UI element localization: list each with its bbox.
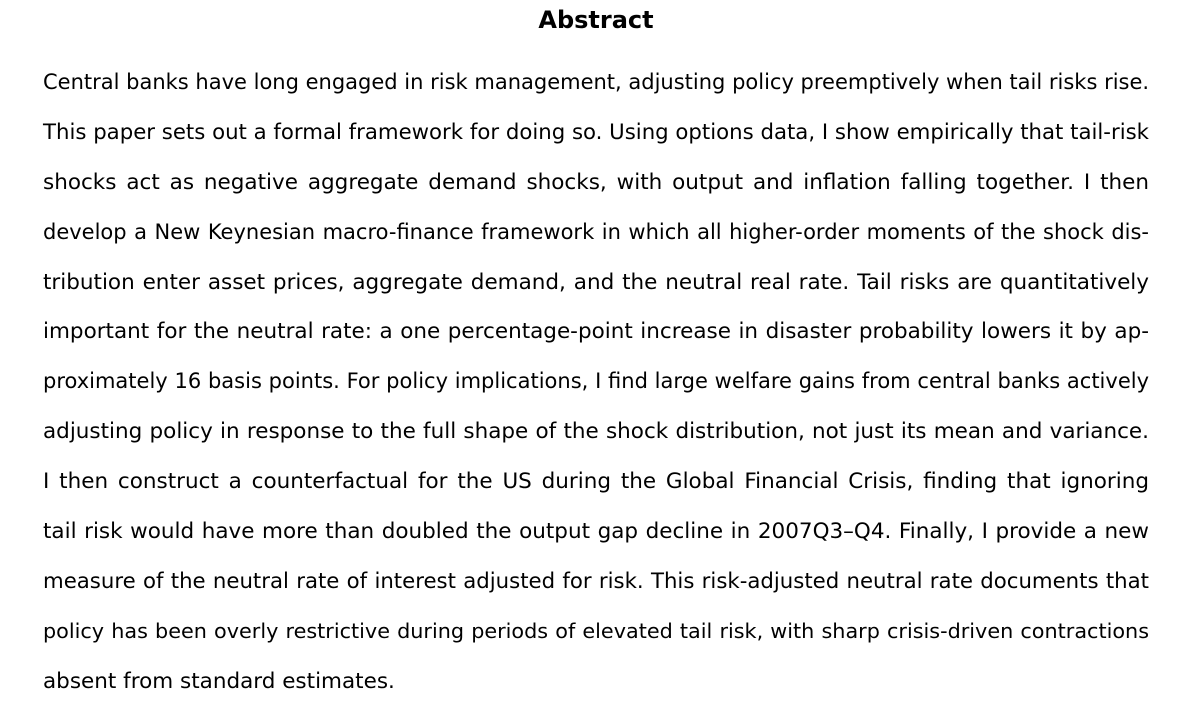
abstract-body xyxy=(43,58,1149,707)
abstract-line: Central banks have long engaged in risk management, adjusting policy preemptively when tail risks rise. xyxy=(43,70,1150,94)
abstract-line: absent from standard estimates. xyxy=(43,668,395,694)
abstract-line: tail risk would have more than doubled the output gap decline in 2007Q3–Q4. Finally, I provide a new xyxy=(43,519,1149,545)
abstract-line: shocks act as negative aggregate demand shocks, with output and inflation falling together. I then xyxy=(43,169,1149,195)
abstract-line: tribution enter asset prices, aggregate demand, and the neutral real rate. Tail risks are quantitatively xyxy=(43,269,1149,295)
abstract-line: adjusting policy in response to the full shape of the shock distribution, not just its mean and variance. xyxy=(43,419,1149,445)
abstract-title: Abstract xyxy=(538,6,654,34)
abstract-line: measure of the neutral rate of interest adjusted for risk. This risk-adjusted neutral rate documents that xyxy=(43,568,1149,594)
abstract-section xyxy=(43,0,1149,717)
abstract-line: This paper sets out a formal framework for doing so. Using options data, I show empirically that tail-risk xyxy=(43,119,1149,145)
abstract-line: policy has been overly restrictive during periods of elevated tail risk, with sharp crisis-driven contractions xyxy=(43,618,1149,643)
abstract-line: proximately 16 basis points. For policy implications, I find large welfare gains from central banks actively xyxy=(43,369,1149,394)
abstract-line: I then construct a counterfactual for the US during the Global Financial Crisis, finding that ignoring xyxy=(43,469,1149,495)
abstract-line: develop a New Keynesian macro-finance framework in which all higher-order moments of the shock dis- xyxy=(43,219,1149,244)
abstract-line: important for the neutral rate: a one percentage-point increase in disaster probability lowers it by ap- xyxy=(43,319,1149,345)
